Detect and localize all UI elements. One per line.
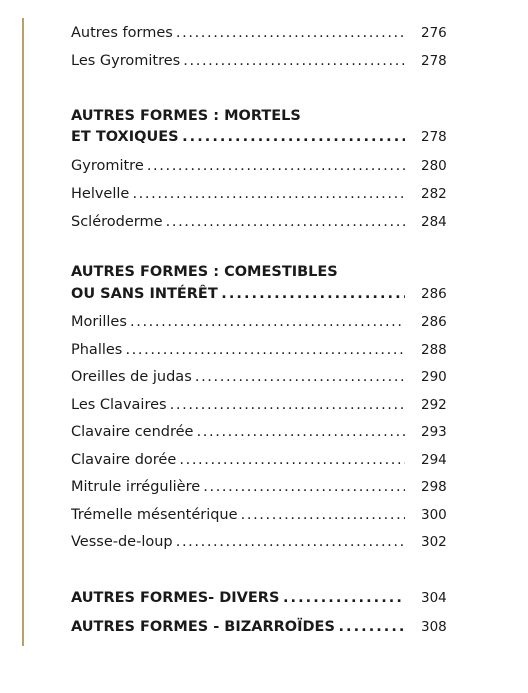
toc-entry-label: Les Clavaires . . . <box>71 395 405 415</box>
toc-entry-phalles[interactable] <box>71 340 451 360</box>
toc-entry-label: Gyromitre . . . <box>71 156 405 176</box>
toc-entry-label: Les Gyromitres . . . <box>71 51 405 71</box>
toc-entry-page: 300 <box>421 507 447 523</box>
toc-entry-gyromitre[interactable] <box>71 156 451 176</box>
section-heading-line2: ET TOXIQUES . . . <box>71 127 405 147</box>
toc-entry-label: Clavaire cendrée . . . <box>71 422 405 442</box>
toc-entry-page: 278 <box>421 129 447 145</box>
toc-entry-page: 293 <box>421 424 447 440</box>
toc-entry-page: 284 <box>421 214 447 230</box>
section-heading-line2: OU SANS INTÉRÊT . . . <box>71 284 405 304</box>
toc-section-bizarroides[interactable] <box>71 617 451 637</box>
toc-entry-label: Phalles . . . <box>71 340 405 360</box>
toc-entry-page: 282 <box>421 186 447 202</box>
margin-rule <box>22 18 24 646</box>
toc-entry-les-gyromitres[interactable] <box>71 51 451 71</box>
toc-entry-label: Vesse-de-loup . . . <box>71 532 405 552</box>
toc-entry-label: Mitrule irrégulière . . . <box>71 477 405 497</box>
toc-entry-clavaire-doree[interactable] <box>71 450 451 470</box>
toc-entry-label: Oreilles de judas . . . <box>71 367 405 387</box>
toc-entry-scleroderme[interactable] <box>71 212 451 232</box>
toc-entry-page: 276 <box>421 25 447 41</box>
toc-entry-clavaire-cendree[interactable] <box>71 422 451 442</box>
toc-entry-autres-formes[interactable] <box>71 23 451 43</box>
toc-entry-morilles[interactable] <box>71 312 451 332</box>
toc-entry-page: 288 <box>421 342 447 358</box>
toc-entry-oreilles-de-judas[interactable] <box>71 367 451 387</box>
toc-section-label: AUTRES FORMES- DIVERS . . . <box>71 588 405 608</box>
toc-entry-vesse-de-loup[interactable] <box>71 532 451 552</box>
toc-section-comestibles[interactable] <box>71 284 451 304</box>
toc-entry-page: 286 <box>421 286 447 302</box>
toc-entry-label: Autres formes . . . <box>71 23 405 43</box>
toc-entry-page: 304 <box>421 590 447 606</box>
toc-entry-tremelle-mesenterique[interactable] <box>71 505 451 525</box>
section-heading-comestibles: AUTRES FORMES : COMESTIBLES <box>71 264 338 280</box>
toc-entry-mitrule-irreguliere[interactable] <box>71 477 451 497</box>
toc-entry-les-clavaires[interactable] <box>71 395 451 415</box>
toc-section-mortels[interactable] <box>71 127 451 147</box>
toc-section-label: AUTRES FORMES - BIZARROÏDES . . . <box>71 617 405 637</box>
toc-entry-page: 294 <box>421 452 447 468</box>
toc-entry-page: 298 <box>421 479 447 495</box>
toc-entry-page: 308 <box>421 619 447 635</box>
toc-section-divers[interactable] <box>71 588 451 608</box>
toc-entry-label: Helvelle . . . <box>71 184 405 204</box>
toc-entry-label: Trémelle mésentérique . . . <box>71 505 405 525</box>
toc-entry-helvelle[interactable] <box>71 184 451 204</box>
toc-entry-label: Scléroderme . . . <box>71 212 405 232</box>
toc-entry-label: Clavaire dorée . . . <box>71 450 405 470</box>
toc-entry-label: Morilles . . . <box>71 312 405 332</box>
toc-entry-page: 302 <box>421 534 447 550</box>
toc-entry-page: 280 <box>421 158 447 174</box>
section-heading-mortels: AUTRES FORMES : MORTELS <box>71 108 301 124</box>
toc-entry-page: 290 <box>421 369 447 385</box>
toc-entry-page: 278 <box>421 53 447 69</box>
toc-entry-page: 286 <box>421 314 447 330</box>
toc-entry-page: 292 <box>421 397 447 413</box>
